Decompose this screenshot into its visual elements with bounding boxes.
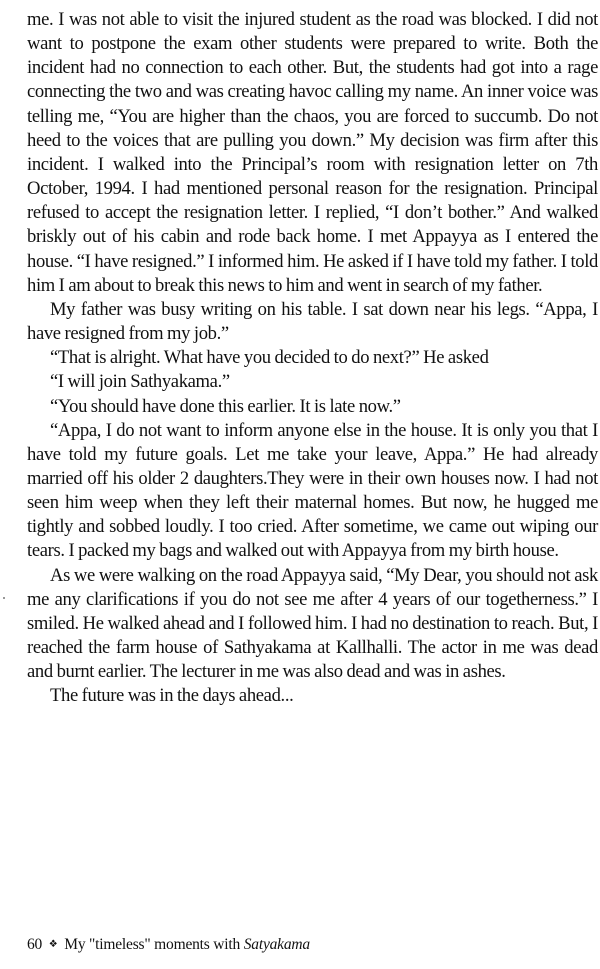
paragraph-1: me. I was not able to visit the injured student as the road was blocked. I did not want to postpone the exam other students were prepared to write. Both the incident had no connection to each other. But, the students had got into a rage connecting the two and was creating havoc calling my name. An inner voice was telling me, “You are higher than the chaos, you are forced to succumb. Do not heed to the voices that are pulling you down.” My decision was firm after this incident. I walked into the Principal’s room with resignation letter on 7th October, 1994. I had mentioned personal reason for the resignation. Principal refused to accept the resignation letter. I replied, “I don’t bother.” And walked briskly out of his cabin and rode back home. I met Appayya as I entered the house. “I have resigned.” I informed him. He asked if I have told my father. I told him I am about to break this news to him and went in search of my father. [27, 9, 598, 296]
page-number: 60 [27, 936, 43, 953]
scan-speck [3, 597, 5, 599]
paragraph-8: The future was in the days ahead... [50, 685, 294, 707]
paragraph-5: “You should have done this earlier. It is late now.” [50, 395, 401, 417]
paragraph-2: My father was busy writing on his table. I sat down near his legs. “Appa, I have resigned from my job.” [27, 298, 598, 345]
book-title-emphasis: Satyakama [243, 936, 310, 953]
paragraph-7: As we were walking on the road Appayya said, “My Dear, you should not ask me any clarifications if you do not see me after 4 years of our togetherness.” I smiled. He walked ahead and I followed him. I had no destination to reach. But, I reached the farm house of Sathyakama at Kallhalli. The actor in me was dead and burnt earlier. The lecturer in me was also dead and was in ashes. [27, 564, 598, 683]
paragraph-3: “That is alright. What have you decided to do next?” He asked [50, 347, 489, 369]
page-body [27, 8, 598, 709]
book-title-prefix: My "timeless" moments with [64, 936, 244, 953]
separator-icon: ❖ [48, 939, 58, 950]
paragraph-6: “Appa, I do not want to inform anyone else in the house. It is only you that I have told my future goals. Let me take your leave, Appa.” He had already married off his older 2 daughters.They were in their own houses now. I had not seen him weep when they left their maternal homes. But now, he hugged me tightly and sobbed loudly. I too cried. After sometime, we came out wiping our tears. I packed my bags and walked out with Appayya from my birth house. [27, 419, 598, 562]
paragraph-4: “I will join Sathyakama.” [50, 371, 230, 393]
page-footer [27, 936, 310, 956]
